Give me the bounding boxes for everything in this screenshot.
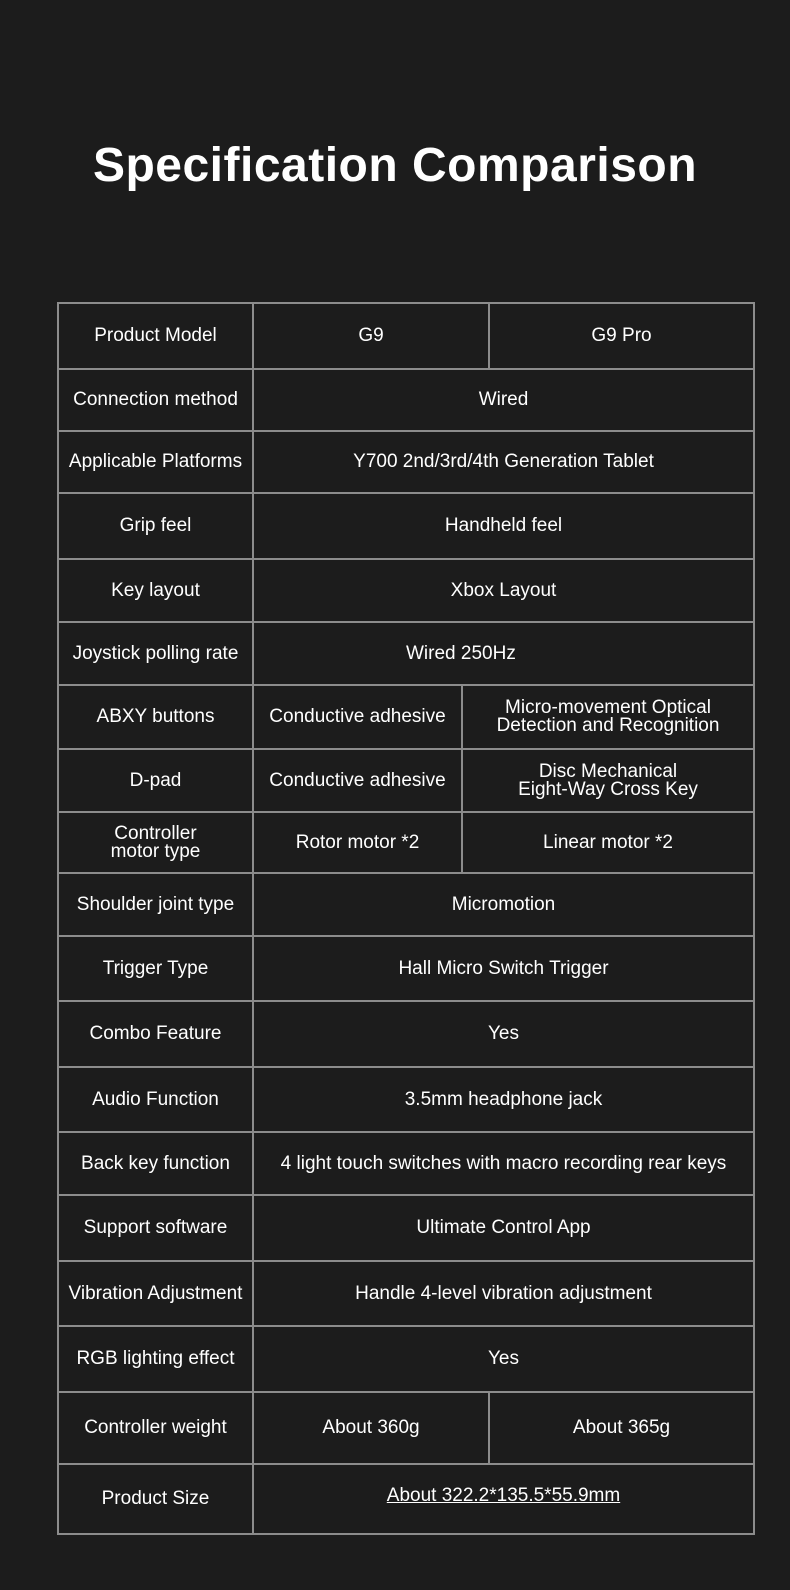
cell-value: Yes	[488, 1023, 519, 1044]
row-label: Joystick polling rate	[59, 623, 254, 684]
table-row-controller-weight	[59, 1391, 753, 1463]
row-label: RGB lighting effect	[59, 1327, 254, 1391]
cell-g9-pro: Disc Mechanical Eight-Way Cross Key	[518, 760, 698, 800]
table-row-grip-feel	[59, 492, 753, 558]
cell-value: Yes	[488, 1348, 519, 1369]
table-row-vibration-adjustment	[59, 1260, 753, 1325]
table-row-trigger-type	[59, 935, 753, 1000]
cell-value: Micromotion	[451, 893, 556, 915]
table-row-support-software	[59, 1194, 753, 1260]
row-label: Product Model	[59, 304, 254, 368]
row-label: Back key function	[59, 1133, 254, 1194]
cell-g9-pro: G9 Pro	[591, 325, 652, 346]
row-label: Shoulder joint type	[59, 874, 254, 935]
table-row-controller-motor-type	[59, 811, 753, 872]
table-row-abxy-buttons	[59, 684, 753, 748]
cell-value: 4 light touch switches with macro recording rear keys	[280, 1152, 727, 1174]
row-label: Controller weight	[59, 1393, 254, 1463]
cell-g9-pro: Linear motor *2	[543, 831, 673, 853]
row-label: ABXY buttons	[59, 686, 254, 748]
row-label: Key layout	[59, 560, 254, 621]
table-row-product-model	[59, 304, 753, 368]
cell-g9: About 360g	[254, 1393, 490, 1463]
cell-value: Ultimate Control App	[416, 1217, 591, 1238]
page-title: Specification Comparison	[92, 139, 698, 192]
table-row-applicable-platforms	[59, 430, 753, 492]
cell-value: Y700 2nd/3rd/4th Generation Tablet	[353, 451, 654, 472]
cell-value: Xbox Layout	[450, 579, 557, 601]
cell-value: Wired	[478, 389, 529, 410]
table-row-key-layout	[59, 558, 753, 621]
table-row-joystick-polling-rate	[59, 621, 753, 684]
table-row-audio-function	[59, 1066, 753, 1131]
table-row-d-pad	[59, 748, 753, 811]
table-row-shoulder-joint-type	[59, 872, 753, 935]
row-label: Controller motor type	[59, 813, 254, 872]
table-row-product-size	[59, 1463, 753, 1533]
table-row-back-key-function	[59, 1131, 753, 1194]
cell-value: 3.5mm headphone jack	[404, 1088, 603, 1110]
row-label: Combo Feature	[59, 1002, 254, 1066]
row-label: D-pad	[59, 750, 254, 811]
table-row-combo-feature	[59, 1000, 753, 1066]
cell-value: Hall Micro Switch Trigger	[398, 957, 609, 979]
cell-g9: Conductive adhesive	[254, 686, 463, 748]
cell-g9: Conductive adhesive	[254, 750, 463, 811]
spec-comparison-table	[57, 302, 755, 1535]
row-label: Grip feel	[59, 494, 254, 558]
cell-g9-pro: Micro-movement Optical Detection and Recognition	[496, 697, 720, 736]
table-row-rgb-lighting-effect	[59, 1325, 753, 1391]
cell-g9: Rotor motor *2	[254, 813, 463, 872]
table-row-connection-method	[59, 368, 753, 430]
cell-value: Wired 250Hz	[406, 642, 516, 664]
row-label: Product Size	[59, 1465, 254, 1533]
cell-g9-pro: About 365g	[572, 1417, 671, 1438]
row-label: Support software	[59, 1196, 254, 1260]
cell-value: Handle 4-level vibration adjustment	[355, 1282, 652, 1304]
product-size-text: About 322.2*135.5*55.9mm	[386, 1485, 621, 1506]
row-label: Applicable Platforms	[59, 432, 254, 492]
cell-g9: G9	[254, 304, 490, 368]
cell-value	[254, 1465, 753, 1533]
row-label: Vibration Adjustment	[59, 1262, 254, 1325]
row-label: Audio Function	[59, 1068, 254, 1131]
cell-value: Handheld feel	[444, 515, 563, 536]
row-label: Trigger Type	[59, 937, 254, 1000]
row-label: Connection method	[59, 370, 254, 430]
